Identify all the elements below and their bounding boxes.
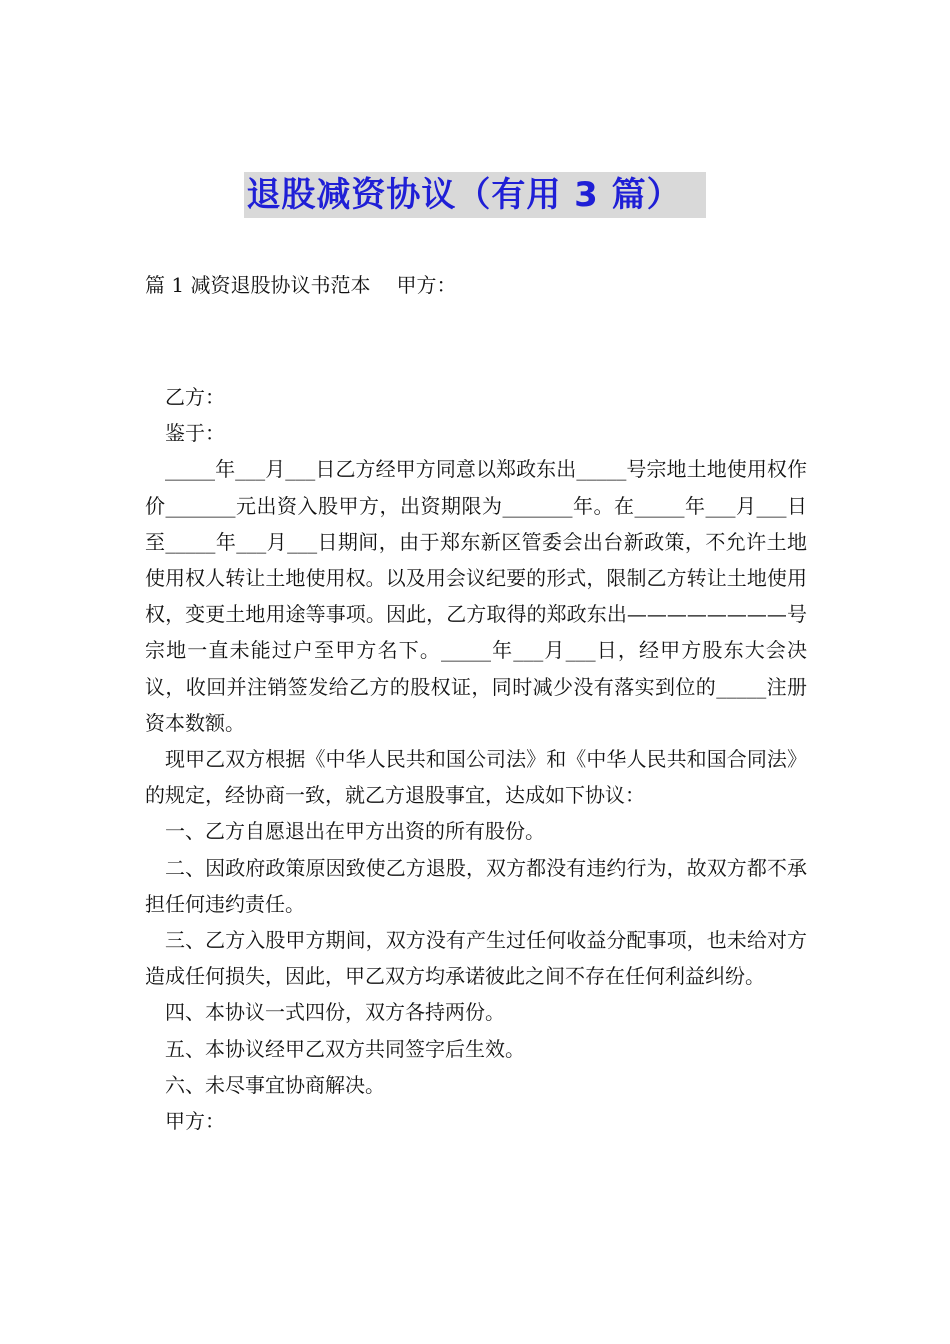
clause-4: 四、本协议一式四份，双方各持两份。 bbox=[165, 1000, 505, 1025]
clause-2: 二、因政府政策原因致使乙方退股，双方都没有违约行为，故双方都不承担任何违约责任。 bbox=[145, 855, 807, 916]
whereas-label: 鉴于： bbox=[165, 421, 225, 446]
clause-6: 六、未尽事宜协商解决。 bbox=[165, 1072, 385, 1097]
background-paragraph: _____年___月___日乙方经甲方同意以郑政东出_____号宗地土地使用权作价_______元出资入股甲方，出资期限为_______年。在_____年___月___日至_____年___月___日期间，由于郑东新区管委会出台新政策，不允许土地使用权人转让土地使用权。以及用会议纪要的形式，限制乙方转让土地使用权，变更土地用途等事项。因此，乙方取得的郑政东出————————号宗地一直未能过户至甲方名下。_____年___月___日，经甲方股东大会决议，收回并注销签发给乙方的股权证，同时减少没有落实到位的_____注册资本数额。 bbox=[145, 457, 807, 735]
clause-1: 一、乙方自愿退出在甲方出资的所有股份。 bbox=[165, 819, 545, 844]
document-body bbox=[145, 379, 807, 1139]
party-a-label: 甲方： bbox=[396, 273, 457, 297]
party-a-signature-label: 甲方： bbox=[165, 1109, 225, 1134]
document-title: 退股减资协议（有用 3 篇） bbox=[244, 172, 705, 218]
title-container bbox=[0, 172, 950, 218]
party-b-label: 乙方： bbox=[165, 385, 225, 409]
clause-3: 三、乙方入股甲方期间，双方没有产生过任何收益分配事项，也未给对方造成任何损失，因此，甲乙双方均承诺彼此之间不存在任何利益纠纷。 bbox=[145, 928, 807, 989]
basis-paragraph: 现甲乙双方根据《中华人民共和国公司法》和《中华人民共和国合同法》的规定，经协商一致，就乙方退股事宜，达成如下协议： bbox=[145, 747, 807, 808]
section-heading bbox=[145, 270, 456, 300]
section-title: 篇 1 减资退股协议书范本 bbox=[145, 273, 371, 297]
clause-5: 五、本协议经甲乙双方共同签字后生效。 bbox=[165, 1036, 525, 1061]
